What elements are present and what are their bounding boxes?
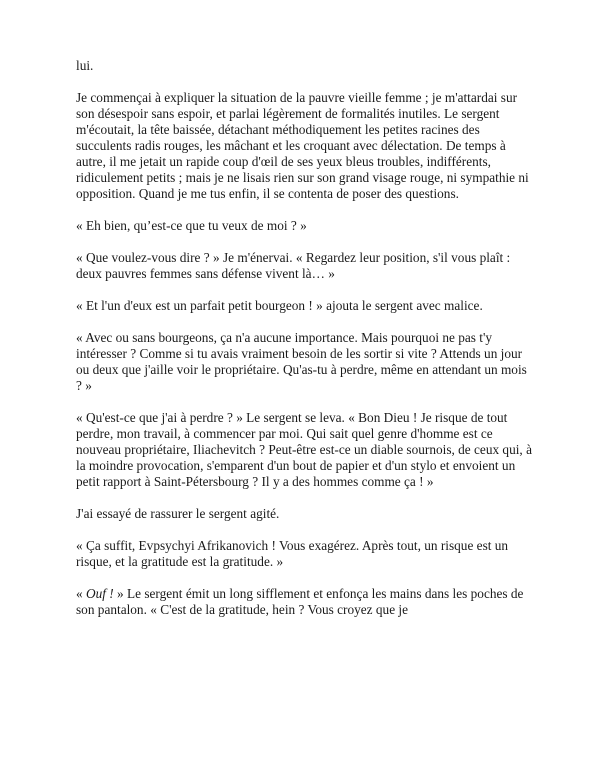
- quote-open: «: [76, 586, 86, 601]
- paragraph: « Avec ou sans bourgeons, ça n'a aucune importance. Mais pourquoi ne pas t'y intéresser ? Comme si tu avais vraiment besoin de les sortir si vite ? Attends un jour ou deux que j'aille voir le propriétaire. Qu'as-tu à perdre, même en attendant un mois ? »: [76, 330, 527, 393]
- paragraph: « Eh bien, qu’est-ce que tu veux de moi ? »: [76, 218, 307, 233]
- paragraph: Je commençai à expliquer la situation de la pauvre vieille femme ; je m'attardai sur son désespoir sans espoir, et parlai légèrement de formalités inutiles. Le sergent m'écoutait, la tête baissée, détachant méthodiquement les petites racines des succulents radis rouges, les mâchant et les croquant avec délectation. De temps à autre, il me jetait un rapide coup d'œil de ses yeux bleus troubles, indifférents, ridiculement petits ; mais je ne lisais rien sur son grand visage rouge, ni sympathie ni opposition. Quand je me tus enfin, il se contenta de poser des questions.: [76, 90, 529, 201]
- paragraph: « Qu'est-ce que j'ai à perdre ? » Le sergent se leva. « Bon Dieu ! Je risque de tout perdre, mon travail, à commencer par moi. Qui sait quel genre d'homme est ce nouveau propriétaire, Iliachevitch ? Peut-être est-ce un diable sournois, de ceux qui, à la moindre provocation, s'emparent d'un bout de papier et d'un stylo et envoient un petit rapport à Saint-Pétersbourg ? Il y a des hommes comme ça ! »: [76, 410, 532, 489]
- paragraph: « Que voulez-vous dire ? » Je m'énervai. « Regardez leur position, s'il vous plaît : deux pauvres femmes sans défense vivent là… »: [76, 250, 511, 281]
- paragraph: J'ai essayé de rassurer le sergent agité.: [76, 506, 280, 521]
- body-text: [76, 58, 536, 634]
- paragraph: « Et l'un d'eux est un parfait petit bourgeon ! » ajouta le sergent avec malice.: [76, 298, 483, 313]
- paragraph: « Ça suffit, Evpsychyi Afrikanovich ! Vous exagérez. Après tout, un risque est un risque, et la gratitude est la gratitude. »: [76, 538, 509, 569]
- paragraph-last: [76, 586, 536, 618]
- paragraph-continuation: » Le sergent émit un long sifflement et enfonça les mains dans les poches de son pantalon. « C'est de la gratitude, hein ? Vous croyez que je: [76, 586, 524, 617]
- italic-exclamation: Ouf !: [85, 586, 114, 601]
- paragraph: lui.: [76, 58, 94, 73]
